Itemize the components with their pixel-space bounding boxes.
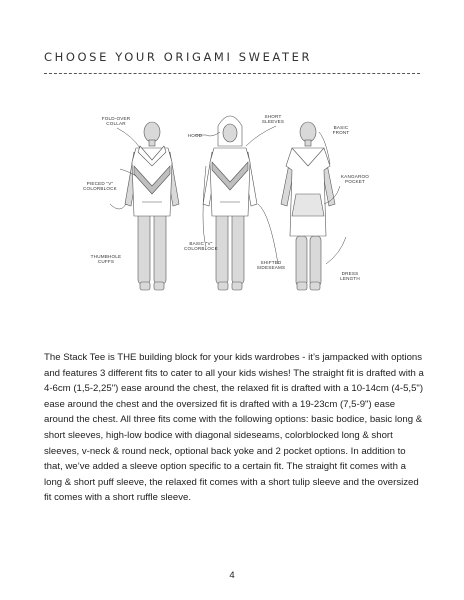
page-title: CHOOSE YOUR ORIGAMI SWEATER [44,50,313,64]
label-kangaroo-pocket: KANGAROO POCKET [340,174,370,185]
label-fold-over-collar: FOLD-OVER COLLAR [101,116,131,127]
label-shifted-sideseams: SHIFTED SIDESEAMS [256,260,286,271]
page-number: 4 [229,570,235,581]
label-dress-length: DRESS LENGTH [340,271,360,282]
dashed-divider [44,73,420,74]
body-paragraph: The Stack Tee is THE building block for your kids wardrobes - it’s jampacked with options and features 3 different fits to cater to all your kids wishes! The straight fit is drafted with a 4-6cm (1,5-2,25") ease around the chest, the relaxed fit is drafted with a 10-14cm (4-5,5") ease around the chest and the oversized fit is drafted with a 19-23cm (7,5-9") ease around the chest. All three fits come with the following options: basic bodice, basic long & short sleeves, high-low bodice with diagonal sideseams, colorblocked long & short sleeves, v-neck & round neck, optional back yoke and 2 pocket options. In addition to that, we’ve added a sleeve option specific to a certain fit. The straight fit comes with a long & short puff sleeve, the relaxed fit comes with a short tulip sleeve and the oversized fit comes with a short ruffle sleeve. [44,352,424,504]
label-pieced-v-colorblock: PIECED "V" COLORBLOCK [83,181,117,192]
figure-hood [203,116,257,290]
figure-fold-over-collar [125,122,179,290]
label-short-sleeves: SHORT SLEEVES [261,114,285,125]
label-hood: HOOD [187,133,203,138]
label-basic-front: BASIC FRONT [332,125,350,136]
label-basic-v-colorblock: BASIC "V" COLORBLOCK [184,241,218,252]
label-thumbhole-cuffs: THUMBHOLE CUFFS [90,254,122,265]
